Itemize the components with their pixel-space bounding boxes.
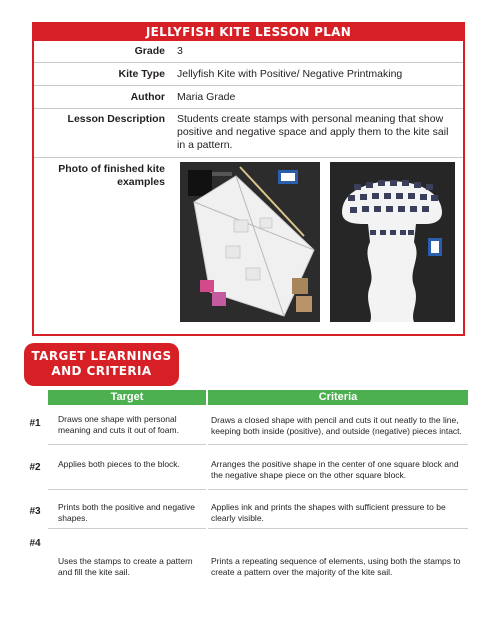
row-lesson-description (34, 109, 463, 157)
photo-label: Photo of finished kite examples (58, 163, 165, 188)
target-cell: Draws one shape with personal meaning and cuts it out of foam. (58, 414, 179, 435)
row-divider (208, 444, 468, 445)
target-cell: Uses the stamps to create a pattern and fill the kite sail. (58, 556, 193, 577)
row-divider (208, 528, 468, 529)
row-divider (208, 489, 468, 490)
lesson-description-value: Students create stamps with personal meaning that show positive and negative space and apply them to the kite sail in a pattern. (177, 113, 449, 151)
target-learnings-heading-line2: AND CRITERIA (51, 364, 152, 378)
target-cell: Applies both pieces to the block. (58, 459, 180, 469)
lesson-description-label: Lesson Description (67, 113, 165, 125)
row-number: #4 (29, 538, 41, 549)
column-header-criteria: Criteria (208, 390, 468, 405)
column-header-target: Target (48, 390, 206, 405)
target-cell: Prints both the positive and negative shapes. (58, 502, 196, 523)
kite-photo-jellyfish (330, 162, 455, 322)
row-number: #1 (29, 418, 41, 429)
row-divider (48, 528, 206, 529)
row-divider (34, 157, 463, 158)
grade-label: Grade (134, 45, 165, 57)
target-learnings-heading-line1: TARGET LEARNINGS (31, 349, 172, 363)
kite-type-value: Jellyfish Kite with Positive/ Negative Printmaking (177, 68, 403, 80)
row-number: #2 (29, 462, 41, 473)
criteria-cell: Draws a closed shape with pencil and cuts it out neatly to the line, keeping both inside (positive), and outside (negative) pieces intact. (211, 415, 462, 436)
criteria-cell: Applies ink and prints the shapes with sufficient pressure to be clearly visible. (211, 502, 446, 523)
row-kite-type (34, 63, 463, 85)
lesson-plan-card (32, 22, 465, 336)
kite-photo-diamond (180, 162, 320, 322)
kite-type-label: Kite Type (118, 68, 165, 80)
jellyfish-kite-image (330, 162, 455, 322)
row-author (34, 86, 463, 108)
criteria-cell: Arranges the positive shape in the center of one square block and the negative shape piece on the other square block. (211, 459, 459, 480)
lesson-title: JELLYFISH KITE LESSON PLAN (34, 24, 463, 41)
row-grade (34, 41, 463, 62)
grade-value: 3 (177, 45, 183, 57)
diamond-kite-image (180, 162, 320, 322)
row-divider (48, 444, 206, 445)
target-learnings-heading (24, 343, 179, 386)
row-divider (48, 489, 206, 490)
author-label: Author (130, 91, 165, 103)
criteria-cell: Prints a repeating sequence of elements, using both the stamps to create a pattern over the majority of the kite sail. (211, 556, 461, 577)
row-number: #3 (29, 506, 41, 517)
author-value: Maria Grade (177, 91, 236, 103)
